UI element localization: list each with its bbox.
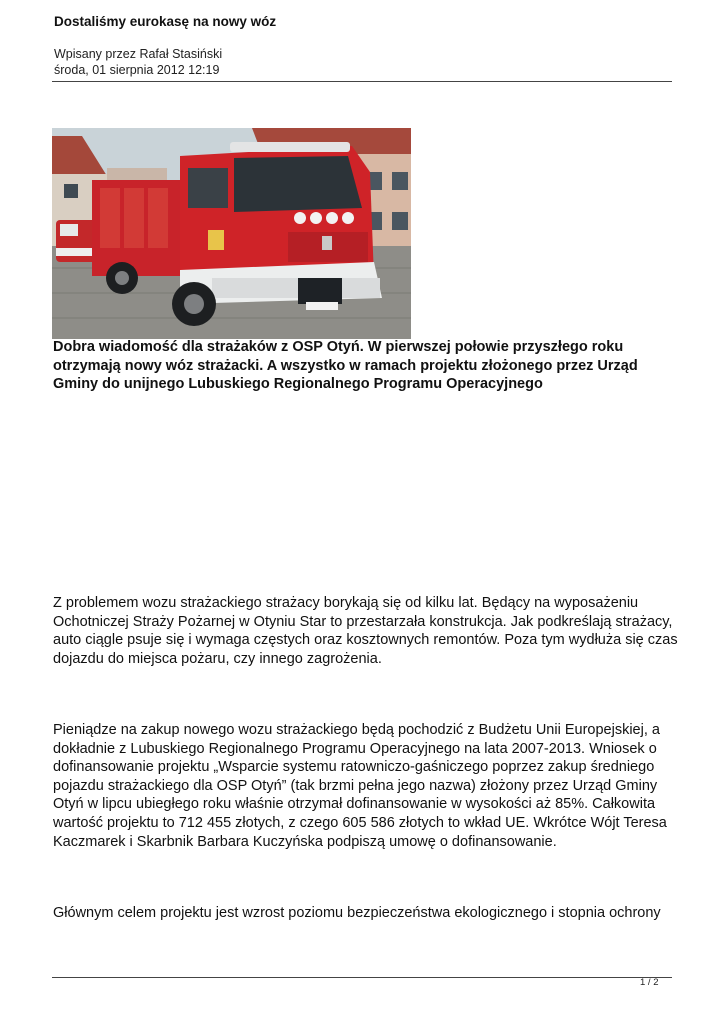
date-line: środa, 01 sierpnia 2012 12:19 <box>54 63 220 77</box>
fire-truck-photo <box>52 128 411 339</box>
author-line: Wpisany przez Rafał Stasiński <box>54 47 223 61</box>
footer-divider <box>52 977 672 978</box>
page-number: 1 / 2 <box>640 977 659 988</box>
article-lead: Dobra wiadomość dla strażaków z OSP Otyń. W pierwszej połowie przyszłego roku otrzymają nowy wóz strażacki. A wszystko w ramach projektu złożonego przez Urząd Gminy do unijnego Lubuskiego Regionalnego Programu Operacyjnego <box>53 339 638 392</box>
header-divider <box>52 81 672 82</box>
paragraph-1: Z problemem wozu strażackiego strażacy borykają się od kilku lat. Będący na wyposażeniu Ochotniczej Straży Pożarnej w Otyniu Star to przestarzała konstrukcja. Jak podkreślają strażacy, auto ciągle psuje się i wymaga częstych oraz kosztownych remontów. Poza tym wydłuża się czas dojazdu do miejsca pożaru, czy innego zagrożenia. <box>53 595 678 667</box>
article-meta <box>54 46 222 78</box>
paragraph-3: Głównym celem projektu jest wzrost poziomu bezpieczeństwa ekologicznego i stopnia ochrony <box>53 905 661 921</box>
article-title: Dostaliśmy eurokasę na nowy wóz <box>54 14 277 29</box>
paragraph-2: Pieniądze na zakup nowego wozu strażackiego będą pochodzić z Budżetu Unii Europejskiej, a dokładnie z Lubuskiego Regionalnego Programu Operacyjnego na lata 2007-2013. Wniosek o dofinansowanie projektu „Wsparcie systemu ratowniczo-gaśniczego poprzez zakup średniego pojazdu strażackiego dla OSP Otyń” (tak brzmi pełna jego nazwa) złożony przez Urząd Gminy Otyń w lipcu ubiegłego roku właśnie otrzymał dofinansowanie w wysokości aż 85%. Całkowita wartość projektu to 712 455 złotych, z czego 605 586 złotych to wkład UE. Wkrótce Wójt Teresa Kaczmarek i Skarbnik Barbara Kuczyńska podpiszą umowę o dofinansowanie. <box>53 722 667 850</box>
